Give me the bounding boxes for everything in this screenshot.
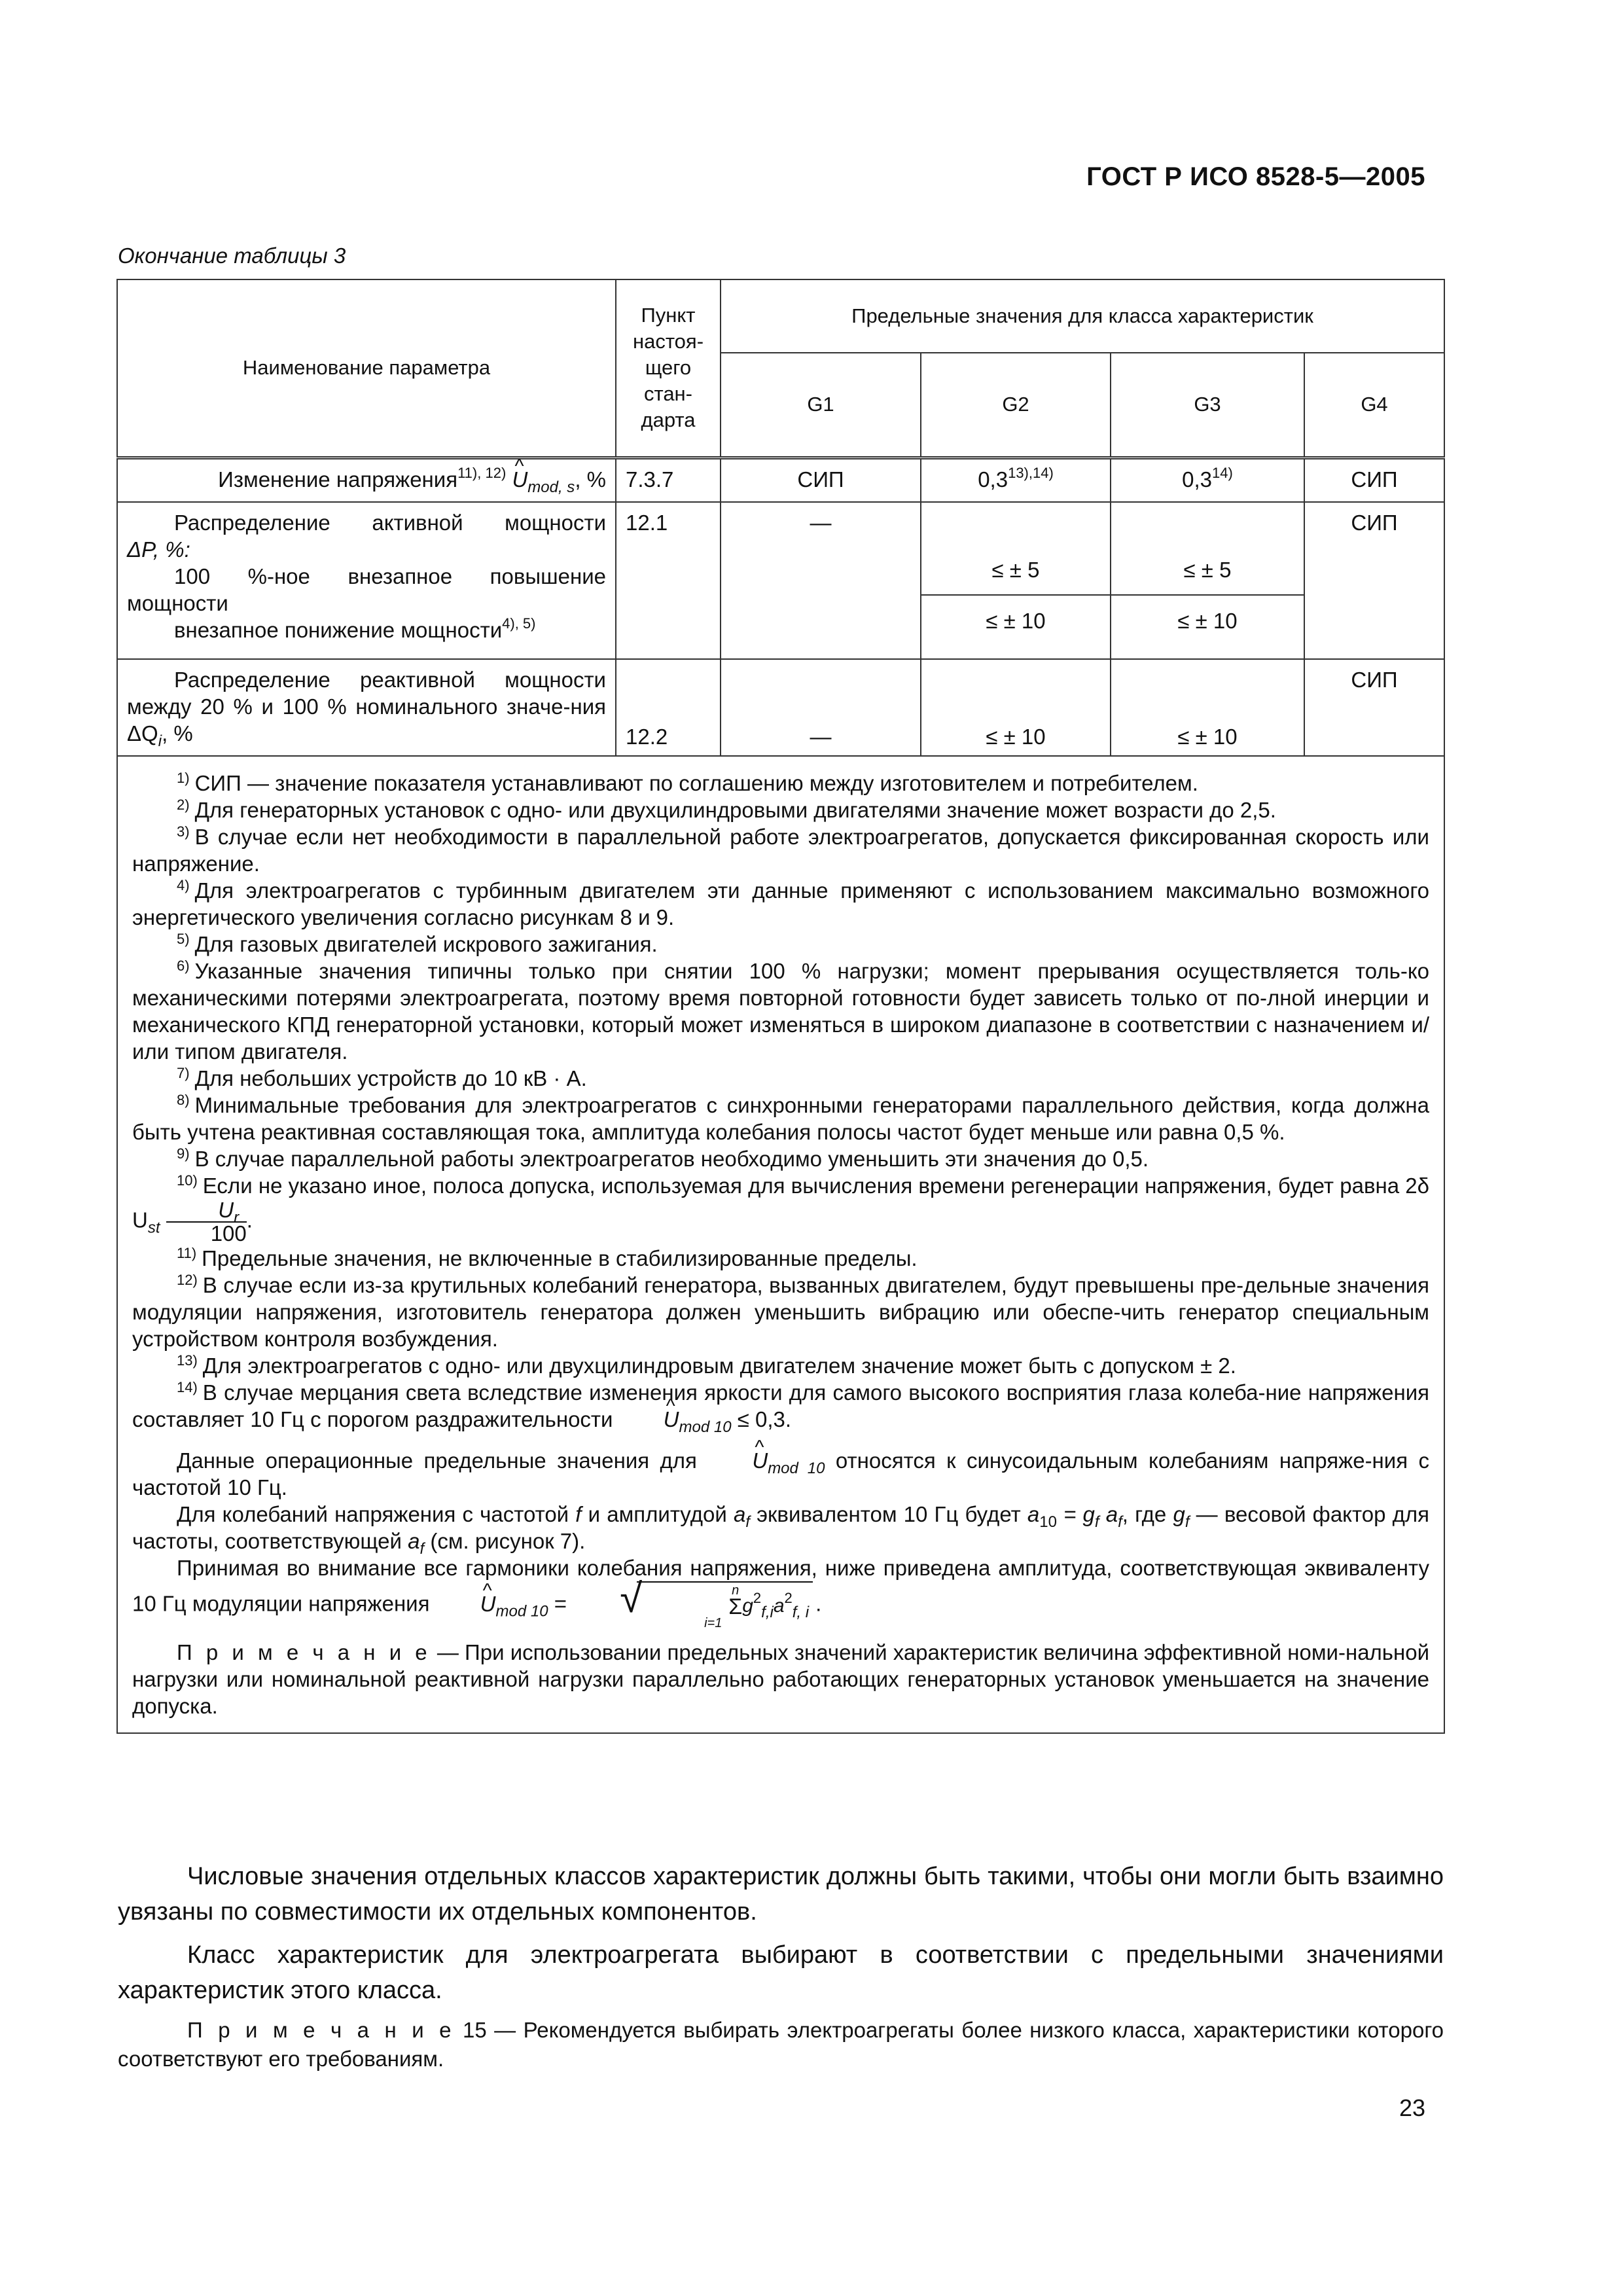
- footnote-number: 8): [177, 1092, 190, 1108]
- cell-reactive-g3: ≤ ± 10: [1111, 659, 1304, 756]
- para2-af-sub: f: [745, 1513, 750, 1531]
- active-g2-r1: ≤ ± 5: [991, 558, 1040, 582]
- para2-af2: a: [408, 1529, 420, 1553]
- cell-voltage-g3: [1111, 457, 1304, 502]
- footnote-number: 11): [177, 1245, 197, 1261]
- footnotes-cell: [117, 756, 1444, 1733]
- footnote-14-symbol: ^ U: [619, 1406, 679, 1433]
- footnote-a-2: [132, 823, 1429, 877]
- header-g4: G4: [1304, 353, 1444, 457]
- cell-voltage-g4: СИП: [1304, 457, 1444, 502]
- cell-voltage-g2: [921, 457, 1111, 502]
- active-sub2: внезапное понижение мощности: [174, 618, 503, 642]
- header-clause: Пункт настоя-щего стан-дарта: [616, 279, 721, 457]
- note15-label: П р и м е ч а н и е: [187, 2018, 455, 2042]
- cell-active-g4: СИП: [1304, 502, 1444, 659]
- sum-top: n: [732, 1583, 740, 1598]
- footnote-text: Для электроагрегатов с одно- или двухцилиндровым двигателем значение может быть с допуском ± 2.: [202, 1354, 1236, 1378]
- footnote-14-text: В случае мерцания света вследствие изменения яркости для самого высокого восприятия глаза колеба-ние напряжения составляет 10 Гц с порогом раздражительности: [132, 1380, 1429, 1431]
- cell-active-name: [117, 502, 616, 659]
- footnote-number: 13): [177, 1352, 198, 1369]
- cell-voltage-clause: 7.3.7: [616, 457, 721, 502]
- table-caption: Окончание таблицы 3: [118, 243, 346, 268]
- row-reactive-power: [117, 659, 1444, 756]
- para1-symbol: ^ U: [707, 1447, 768, 1474]
- active-g2-r2: ≤ ± 10: [986, 609, 1046, 633]
- sum-sign: n Σ i=1: [704, 1583, 743, 1630]
- para2-d: , где: [1122, 1502, 1167, 1526]
- term-a-sub: f, i: [792, 1603, 810, 1621]
- footnote-a-8: [132, 1145, 1429, 1172]
- active-name-line2: ΔP, %:: [127, 537, 190, 562]
- reactive-name: Распределение реактивной мощности между 20 % и 100 % номинального значе-ния ΔQ: [127, 668, 606, 745]
- para2-gf: g: [1173, 1502, 1185, 1526]
- footnote-number: 6): [177, 958, 190, 974]
- limits-table: [116, 279, 1445, 1734]
- para1-b: относятся к синусоидальным колебаниям напряже-ния с частотой 10 Гц.: [132, 1448, 1430, 1499]
- footnote-text: В случае если из-за крутильных колебаний генератора, вызванных двигателем, будут превышены пре-дельные значения модуляции напряжения, изготовитель генератора должен уменьшить вибрацию или обеспе-чить генератор специальным устройством контроля возбуждения.: [132, 1273, 1429, 1351]
- cell-reactive-g4: СИП: [1304, 659, 1444, 756]
- sqrt-formula: √ n Σ $i=1g^2_{f,i}a^2_{f, i}$: [575, 1581, 813, 1630]
- footnote-text: Для газовых двигателей искрового зажигания.: [194, 932, 658, 956]
- fraction-den: 100: [210, 1221, 247, 1246]
- active-name-line1: Распределение активной мощности: [174, 511, 606, 535]
- term-g: g: [742, 1594, 753, 1617]
- voltage-g3-value: 0,3: [1182, 467, 1213, 492]
- para2-e: — весовой фактор для частоты, соответствующей: [132, 1502, 1429, 1553]
- header-param: Наименование параметра: [117, 279, 616, 457]
- footnote-text: Для небольших устройств до 10 кВ · А.: [194, 1066, 587, 1090]
- footnote-10-sub: st: [147, 1219, 160, 1237]
- cell-reactive-name: [117, 659, 616, 756]
- header-g1: G1: [721, 353, 921, 457]
- footnote-14-number: 14): [177, 1379, 198, 1395]
- para2-a10: a: [1027, 1502, 1040, 1526]
- table-note-text: — При использовании предельных значений характеристик величина эффективной номи-нальной нагрузки или номинальной реактивной нагрузки параллельно работающих генераторных установок уменьшается на значение допуска.: [132, 1640, 1430, 1718]
- para2-af: a: [733, 1502, 746, 1526]
- para3-sub: mod 10: [495, 1602, 548, 1621]
- footnote-list-b: [132, 1245, 1429, 1379]
- para2-b: и амплитудой: [588, 1502, 727, 1526]
- footnote-b-2: [132, 1352, 1429, 1379]
- cell-reactive-clause: 12.2: [616, 659, 721, 756]
- row-active-power: [117, 502, 1444, 659]
- row-voltage-change: [117, 457, 1444, 502]
- fraction-num-sub: r: [234, 1209, 240, 1227]
- footnote-a-3: [132, 877, 1429, 931]
- header-g3: G3: [1111, 353, 1304, 457]
- para-oscillation: [132, 1501, 1429, 1558]
- row-footnotes: [117, 756, 1444, 1733]
- footnote-number: 3): [177, 823, 190, 840]
- voltage-g2-value: 0,3: [978, 467, 1008, 492]
- body-paragraph-1: Числовые значения отдельных классов характеристик должны быть такими, чтобы они могли быть взаимно увязаны по совместимости их отдельных компонентов.: [118, 1863, 1444, 1926]
- footnote-number: 5): [177, 931, 190, 947]
- reactive-name-unit: , %: [162, 721, 193, 745]
- footnote-number: 4): [177, 877, 190, 893]
- footnote-number: 7): [177, 1065, 190, 1081]
- cell-reactive-g1: —: [721, 659, 921, 756]
- term-g-sup: 2: [753, 1589, 762, 1606]
- para2-eq2: a: [1105, 1502, 1118, 1526]
- cell-voltage-g1: СИП: [721, 457, 921, 502]
- footnote-text: Для генераторных установок с одно- или двухцилиндровыми двигателями значение может возрасти до 2,5.: [194, 798, 1276, 822]
- body-paragraph-2: Класс характеристик для электроагрегата выбирают в соответствии с предельными значениями характеристик этого класса.: [118, 1941, 1444, 2004]
- footnote-text: Минимальные требования для электроагрегатов с синхронными генераторами параллельного действия, когда должна быть учтена реактивная составляющая тока, амплитуда колебания полосы частот будет меньше или равна 0,5 %.: [132, 1093, 1429, 1144]
- active-g3-r2: ≤ ± 10: [1177, 609, 1238, 633]
- cell-active-g3: [1111, 502, 1304, 659]
- footnote-10: [132, 1172, 1429, 1245]
- para2-gf-sub: f: [1185, 1513, 1190, 1531]
- cell-active-g2: [921, 502, 1111, 659]
- footnote-b-0: [132, 1245, 1429, 1272]
- para2-eq: = g: [1063, 1502, 1095, 1526]
- para2-eq2-sub: f: [1118, 1513, 1122, 1531]
- voltage-name: Изменение напряжения: [218, 467, 458, 492]
- para1-a: Данные операционные предельные значения для: [177, 1448, 697, 1473]
- table-note: [132, 1639, 1429, 1719]
- voltage-name-sup: 11), 12): [457, 464, 507, 481]
- voltage-unit: , %: [575, 467, 606, 492]
- document-header: ГОСТ Р ИСО 8528-5—2005: [1086, 162, 1425, 191]
- table-note-label: П р и м е ч а н и е: [177, 1640, 431, 1664]
- voltage-g3-sup: 14): [1212, 464, 1233, 481]
- active-g3-r1: ≤ ± 5: [1183, 558, 1232, 582]
- active-sub1: 100 %-ное внезапное повышение мощности: [127, 564, 606, 615]
- para1-sub: mod 10: [768, 1460, 825, 1477]
- footnote-text: В случае параллельной работы электроагрегатов необходимо уменьшить эти значения до 0,5.: [194, 1147, 1149, 1171]
- term-a-sup: 2: [784, 1589, 793, 1606]
- footnote-a-5: [132, 958, 1429, 1065]
- footnote-number: 2): [177, 797, 190, 813]
- active-sub2-sup: 4), 5): [502, 615, 536, 632]
- fraction-num: U: [218, 1198, 234, 1222]
- para3-end: .: [815, 1591, 822, 1616]
- footnote-number: 1): [177, 770, 190, 786]
- cell-reactive-g2: ≤ ± 10: [921, 659, 1111, 756]
- footnote-text: В случае если нет необходимости в параллельной работе электроагрегатов, допускается фиксированная скорость или напряжение.: [132, 825, 1429, 876]
- footnote-10-fraction: [166, 1199, 247, 1245]
- footnote-10-number: 10): [177, 1172, 198, 1189]
- footnote-a-6: [132, 1065, 1429, 1092]
- footnote-text: СИП — значение показателя устанавливают по соглашению между изготовителем и потребителем.: [194, 771, 1198, 795]
- footnote-number: 9): [177, 1145, 190, 1162]
- para3-a: Принимая во внимание все гармоники колебания напряжения, ниже приведена амплитуда, соответствующая эквиваленту 10 Гц модуляции напряжения: [132, 1556, 1429, 1616]
- term-a: a: [773, 1594, 785, 1617]
- term-g-sub: f,i: [761, 1603, 774, 1621]
- footnote-a-1: [132, 797, 1429, 823]
- footnote-14-tail: ≤ 0,3.: [737, 1407, 792, 1431]
- active-sub2-line: [127, 617, 606, 643]
- footnote-a-0: [132, 770, 1429, 797]
- footnote-number: 12): [177, 1272, 198, 1288]
- footnote-a-4: [132, 931, 1429, 958]
- footnote-14-sub: mod 10: [679, 1418, 732, 1436]
- para2-a10-sub: 10: [1039, 1513, 1057, 1531]
- note15-text: 15 — Рекомендуется выбирать электроагрегаты более низкого класса, характеристики которого соответствуют его требованиям.: [118, 2018, 1444, 2071]
- footnote-list-a: [132, 770, 1429, 1172]
- sum-bottom: i=1: [704, 1616, 722, 1630]
- para2-g: (см. рисунок 7).: [430, 1529, 586, 1553]
- body-note-15: [118, 2016, 1444, 2073]
- cell-active-g1: —: [721, 502, 921, 659]
- para-harmonics: [132, 1554, 1429, 1630]
- footnote-text: Предельные значения, не включенные в стабилизированные пределы.: [202, 1246, 918, 1270]
- header-g2: G2: [921, 353, 1111, 457]
- header-limits: Предельные значения для класса характеристик: [721, 279, 1444, 353]
- page-number: 23: [1399, 2094, 1425, 2121]
- footnote-b-1: [132, 1272, 1429, 1352]
- para2-af2-sub: f: [419, 1540, 425, 1558]
- para-operational-limits: [132, 1447, 1429, 1501]
- para2-eq-sub: f: [1094, 1513, 1099, 1531]
- footnote-a-7: [132, 1092, 1429, 1145]
- reactive-name-block: [127, 666, 606, 750]
- cell-active-clause: 12.1: [616, 502, 721, 659]
- voltage-symbol: ^ U: [512, 466, 527, 493]
- reactive-name-sub: i: [158, 732, 162, 750]
- footnote-text: Указанные значения типичны только при снятии 100 % нагрузки; момент прерывания осуществляется толь-ко механическими потерями электроагрегата, поэтому время повторной готовности будет зависеть только от по-лной инерции и механического КПД генераторной установки, который может изменяться в широком диапазоне в соответствии с назначением и/или типом двигателя.: [132, 959, 1429, 1064]
- voltage-g2-sup: 13),14): [1008, 464, 1054, 481]
- footnote-10-text: Если не указано иное, полоса допуска, используемая для вычисления времени регенерации напряжения, будет равна 2δ U: [132, 1174, 1429, 1232]
- para2-f: f: [575, 1502, 582, 1526]
- footnote-14: [132, 1379, 1429, 1436]
- cell-voltage-name: [117, 457, 616, 502]
- para3-symbol: ^ U: [436, 1590, 496, 1617]
- footnote-text: Для электроагрегатов с турбинным двигателем эти данные применяют с использованием максимально возможного энергетического увеличения согласно рисункам 8 и 9.: [132, 878, 1429, 929]
- para2-a: Для колебаний напряжения с частотой: [177, 1502, 569, 1526]
- para3-eq: =: [554, 1591, 567, 1616]
- voltage-symbol-sub: mod, s: [527, 478, 575, 496]
- footnote-10-end: .: [246, 1208, 253, 1232]
- para2-c: эквивалентом 10 Гц будет: [757, 1502, 1021, 1526]
